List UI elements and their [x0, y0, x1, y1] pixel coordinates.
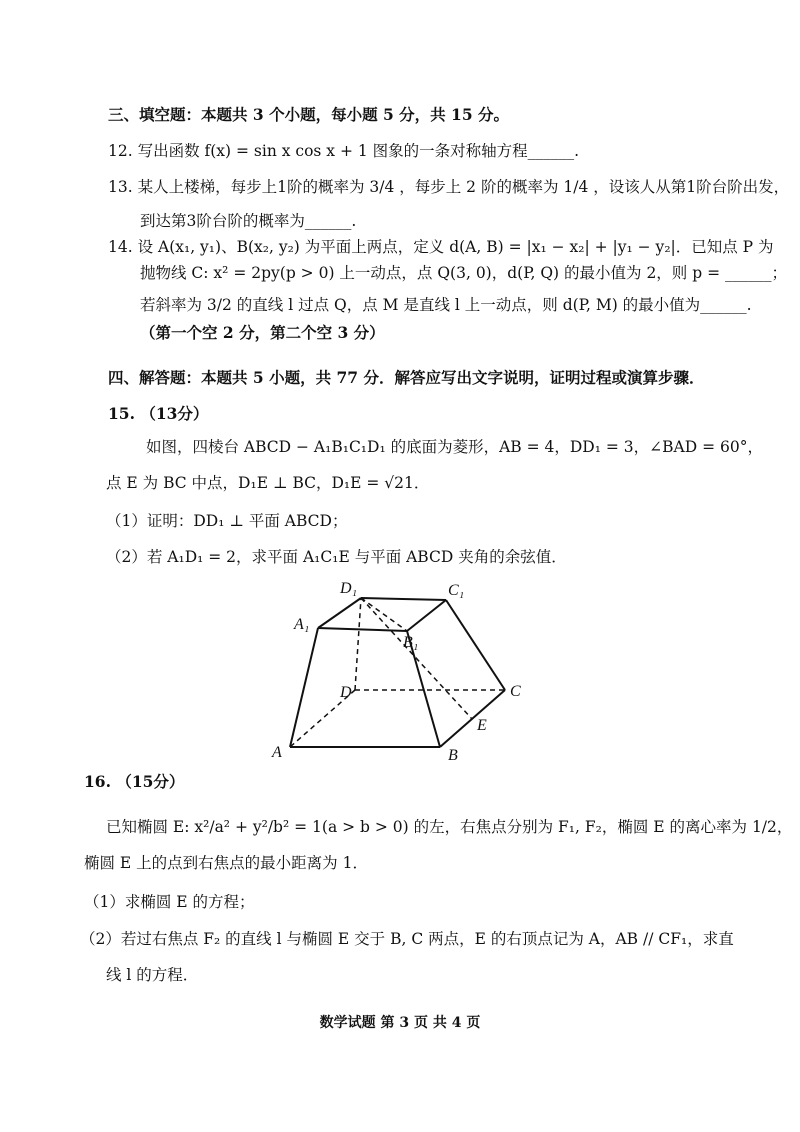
label-a: A — [272, 744, 282, 761]
question-15-part-1: （1）证明：DD₁ ⊥ 平面 ABCD； — [106, 512, 348, 530]
question-16-title: 16. （15分） — [84, 772, 185, 791]
edge-a-a1 — [290, 628, 318, 747]
label-d1: D₁ — [340, 580, 358, 597]
question-14-score-note: （第一个空 2 分，第二个空 3 分） — [140, 323, 385, 342]
page-footer: 数学试题 第 3 页 共 4 页 — [319, 1015, 481, 1031]
question-16-part-1: （1）求椭圆 E 的方程； — [84, 893, 255, 911]
label-e: E — [477, 717, 487, 734]
question-16-part-2-line-1: （2）若过右焦点 F₂ 的直线 l 与椭圆 E 交于 B, C 两点，E 的右顶点记为 A，AB // CF₁，求直 — [80, 930, 734, 948]
label-b1: B₁ — [403, 634, 419, 651]
question-16-part-2-line-2: 线 l 的方程． — [106, 966, 199, 984]
edge-c1-d1 — [361, 598, 446, 600]
edge-b1-c1 — [407, 600, 446, 631]
question-15-line-2: 点 E 为 BC 中点，D₁E ⊥ BC，D₁E = √21． — [106, 474, 430, 492]
edge-a1-b1 — [318, 628, 407, 631]
question-13-line-2: 到达第3阶台阶的概率为______. — [140, 212, 357, 230]
hidden-edge-d-d1 — [355, 598, 361, 690]
question-14-line-3: 若斜率为 3/2 的直线 l 过点 Q，点 M 是直线 l 上一动点，则 d(P, M) 的最小值为______. — [140, 296, 752, 314]
question-15-part-2: （2）若 A₁D₁ = 2，求平面 A₁C₁E 与平面 ABCD 夹角的余弦值． — [106, 548, 567, 566]
label-b: B — [448, 747, 458, 764]
label-c1: C₁ — [448, 582, 465, 599]
answer-section-header: 四、解答题：本题共 5 小题，共 77 分．解答应写出文字说明，证明过程或演算步骤． — [108, 368, 705, 387]
label-d: D — [340, 684, 352, 701]
label-c: C — [510, 683, 521, 700]
question-12: 12. 写出函数 f(x) = sin x cos x + 1 图象的一条对称轴方程______. — [108, 142, 580, 160]
hidden-edge-d1-e — [361, 598, 472, 719]
question-14-line-1: 14. 设 A(x₁, y₁)、B(x₂, y₂) 为平面上两点，定义 d(A, B) = |x₁ − x₂| + |y₁ − y₂|．已知点 P 为 — [108, 238, 774, 256]
label-a1: A₁ — [294, 616, 310, 633]
edge-d1-a1 — [318, 598, 361, 628]
question-15-line-1: 如图，四棱台 ABCD − A₁B₁C₁D₁ 的底面为菱形，AB = 4，DD₁ = 3，∠BAD = 60°， — [146, 438, 763, 456]
question-14-line-2: 抛物线 C: x² = 2py(p > 0) 上一动点，点 Q(3, 0)，d(P, Q) 的最小值为 2，则 p = ______； — [140, 264, 787, 282]
edge-c-c1 — [446, 600, 505, 690]
hidden-edge-d1-b1 — [361, 598, 407, 631]
question-15-title: 15. （13分） — [108, 404, 209, 423]
question-16-line-1: 已知椭圆 E: x²/a² + y²/b² = 1(a > b > 0) 的左，右焦点分别为 F₁, F₂，椭圆 E 的离心率为 1/2， — [106, 818, 793, 836]
fill-in-section-header: 三、填空题：本题共 3 个小题，每小题 5 分，共 15 分。 — [108, 105, 510, 124]
frustum-diagram — [260, 575, 560, 765]
question-16-line-2: 椭圆 E 上的点到右焦点的最小距离为 1． — [84, 854, 368, 872]
question-13-line-1: 13. 某人上楼梯，每步上1阶的概率为 3/4 ，每步上 2 阶的概率为 1/4 ，设该人从第1阶台阶出发， — [108, 178, 790, 196]
